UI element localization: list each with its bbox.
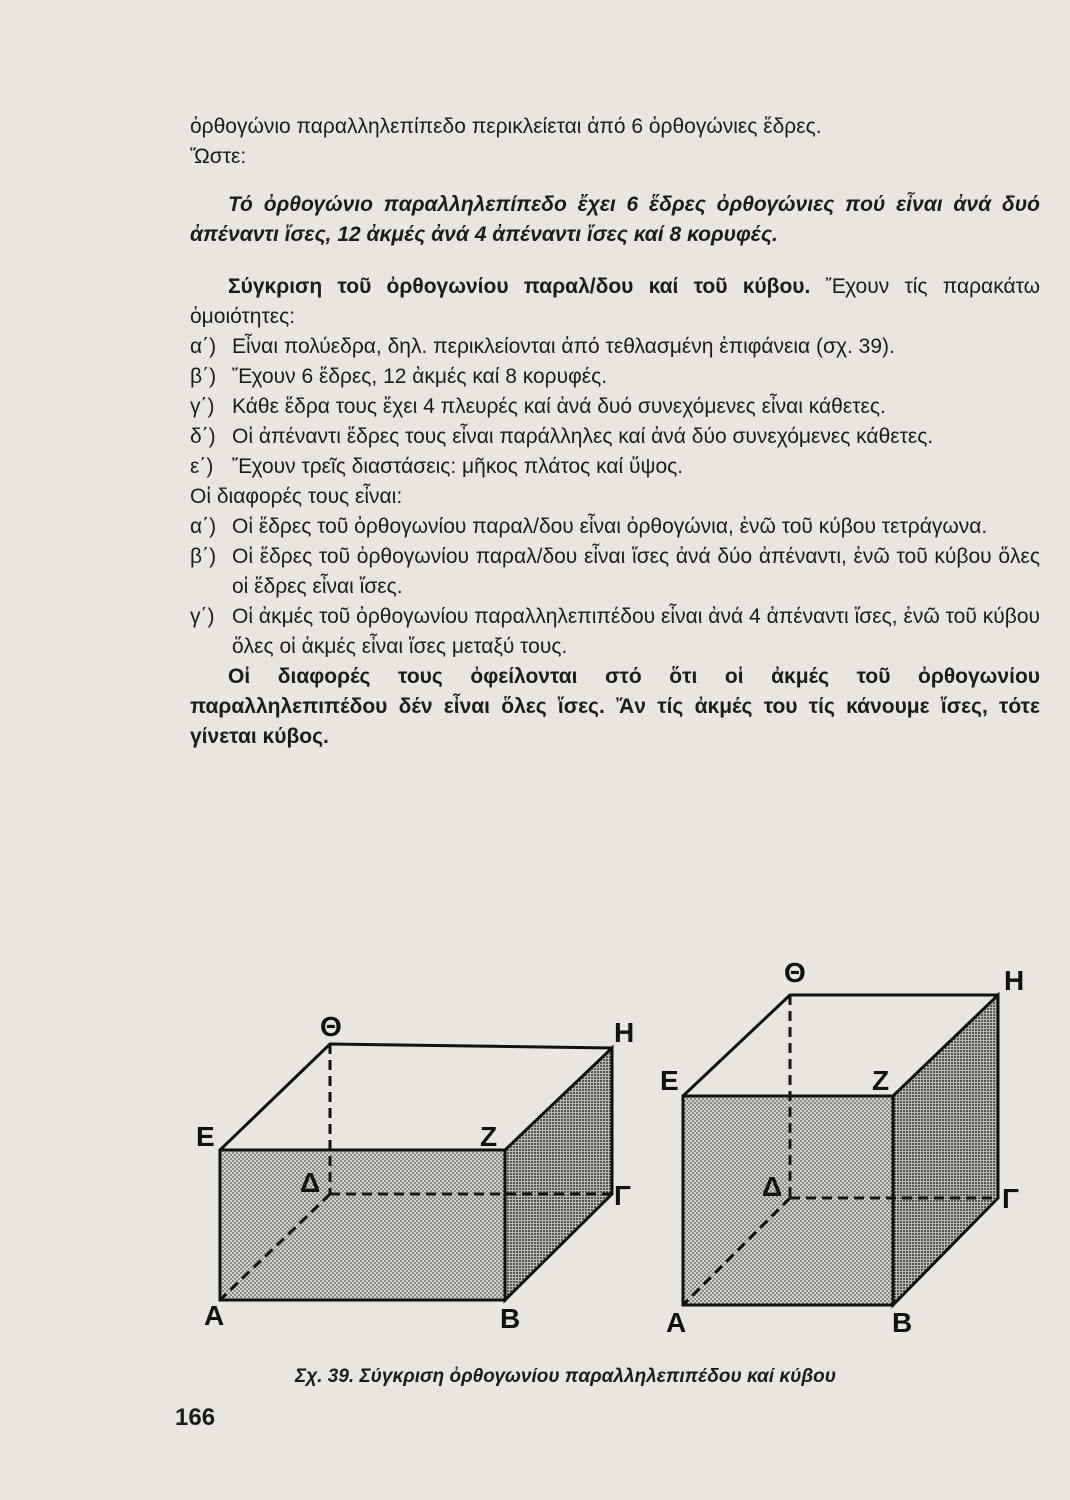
list-item: ε΄) Ἔχουν τρεῖς διαστάσεις: μῆκος πλάτος καί ὕψος. <box>190 455 684 478</box>
cube-label-a: A <box>666 1307 687 1338</box>
cube-label-g: Γ <box>1002 1183 1019 1214</box>
cube-label-th: Θ <box>784 957 806 988</box>
prism-label-h: H <box>614 1017 635 1048</box>
page-number: 166 <box>175 1404 216 1431</box>
cube-label-b: B <box>892 1307 913 1338</box>
cube-right-face <box>893 995 998 1305</box>
list-item: β΄) Οἱ ἕδρες τοῦ ὀρθογωνίου παραλ/δου εἶναι ἴσες ἀνά δύο ἀπέναντι, ἐνῶ τοῦ κύβου ὅλες οἱ ἕδρες εἶναι ἴσες. <box>190 545 1040 598</box>
cube-label-e: E <box>660 1065 679 1096</box>
prism-label-e: E <box>196 1121 215 1152</box>
prism-label-th: Θ <box>320 1011 342 1042</box>
prism-label-d: Δ <box>300 1167 321 1198</box>
prism-right-face <box>505 1048 612 1300</box>
comparison-intro-text: Ἔχουν τίς παρακάτω ὁμοιότητες: <box>190 275 1040 328</box>
prism-label-a: A <box>204 1300 225 1331</box>
list-item: β΄) Ἔχουν 6 ἕδρες, 12 ἀκμές καί 8 κορυφές. <box>190 365 608 388</box>
prism-label-b: B <box>500 1303 521 1334</box>
prism-label-g: Γ <box>614 1180 631 1211</box>
lead-line-1: ὀρθογώνιο παραλληλεπίπεδο περικλείεται ἀπό 6 ὀρθογώνιες ἕδρες. <box>190 115 822 138</box>
rectangular-prism-drawing <box>220 1044 612 1300</box>
lead-line-2: Ὥστε: <box>190 145 247 168</box>
closing-paragraph: Οἱ διαφορές τους ὀφείλονται στό ὅτι οἱ ἀκμές τοῦ ὀρθογωνίου παραλληλεπιπέδου δέν εἶναι ὅλες ἴσες. Ἄν τίς ἀκμές του τίς κάνουμε ἴσες, τότε γίνεται κύβος. <box>190 665 1040 748</box>
cube-label-z: Z <box>872 1065 890 1096</box>
differences-title: Οἱ διαφορές τους εἶναι: <box>190 485 403 508</box>
list-item: α΄) Εἶναι πολύεδρα, δηλ. περικλείονται ἀπό τεθλασμένη ἐπιφάνεια (σχ. 39). <box>190 335 895 358</box>
list-item: δ΄) Οἱ ἀπέναντι ἕδρες τους εἶναι παράλληλες καί ἀνά δύο συνεχόμενες κάθετες. <box>190 425 934 448</box>
list-item: α΄) Οἱ ἕδρες τοῦ ὀρθογωνίου παραλ/δου εἶναι ὀρθογώνια, ἐνῶ τοῦ κύβου τετράγωνα. <box>190 515 988 538</box>
cube-drawing <box>683 995 998 1305</box>
cube-label-d: Δ <box>762 1171 783 1202</box>
prism-label-z: Z <box>480 1121 498 1152</box>
comparison-heading: Σύγκριση τοῦ ὀρθογωνίου παραλ/δου καί τοῦ κύβου. <box>228 275 811 298</box>
list-item: γ΄) Κάθε ἕδρα τους ἔχει 4 πλευρές καί ἀνά δυό συνεχόμενες εἶναι κάθετες. <box>190 395 886 418</box>
figure-caption: Σχ. 39. Σύγκριση ὀρθογωνίου παραλληλεπιπέδου καί κύβου <box>295 1366 836 1387</box>
list-item: γ΄) Οἱ ἀκμές τοῦ ὀρθογωνίου παραλληλεπιπέδου εἶναι ἀνά 4 ἀπέναντι ἴσες, ἐνῶ τοῦ κύβου ὅλες οἱ ἀκμές εἶναι ἴσες μεταξύ τους. <box>190 605 1040 658</box>
theorem-statement: Τό ὀρθογώνιο παραλληλεπίπεδο ἔχει 6 ἕδρες ὀρθογώνιες πού εἶναι ἀνά δυό ἀπέναντι ἴσες, 12 ἀκμές ἀνά 4 ἀπέναντι ἴσες καί 8 κορυφές. <box>190 193 1040 246</box>
prism-front-face <box>220 1150 505 1300</box>
cube-label-h: H <box>1004 965 1025 996</box>
